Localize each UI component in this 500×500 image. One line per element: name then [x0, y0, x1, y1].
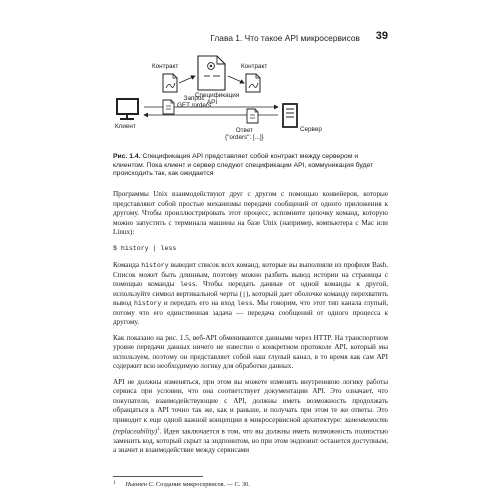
p2-code-pipe: |	[242, 290, 247, 298]
p4-emphasis: заменяемость (replaceability)	[113, 415, 388, 436]
footnote	[113, 480, 388, 489]
footnote-divider	[113, 476, 203, 477]
p2-code-history-2: history	[134, 300, 162, 307]
api-spec-document-icon	[198, 56, 225, 90]
request-document-icon	[163, 100, 174, 114]
label-response-line2: {"orders": [...]}	[225, 134, 264, 141]
label-request-line1: Запрос	[183, 95, 205, 102]
arrow-contract-left-to-spec	[179, 76, 195, 83]
body-text	[113, 190, 388, 462]
p2-text-b: выводит список всех команд, которые вы выполняли из профиля Bash. Список может быть длинным, поэтому можно разбить вывод истории на страницы с помощью команды	[113, 261, 389, 288]
p2-code-history: history	[141, 262, 169, 269]
label-client: Клиент	[115, 123, 136, 130]
server-icon	[283, 104, 297, 127]
paragraph-3: Как показано на рис. 1.5, веб-API обмениваются данными через HTTP. На транспортном уровне передачи данных ничего не известно о конкретном протоколе API, который мы используем, поэтому он представляет собой наш глупый канал, в то время как сам API содержит всю необходимую логику для обработки данных.	[113, 333, 388, 370]
label-response	[225, 127, 264, 141]
footnote-text: Создание микросервисов. — С. 30.	[154, 481, 250, 488]
caption-number: Рис. 1.4.	[113, 153, 141, 160]
p2-text-d: ), который дает оболочке команду перехватить вывод	[113, 289, 388, 307]
footnote-author: Ньюмен С.	[125, 481, 155, 488]
caption-text: Спецификация API представляет собой контракт между сервером и клиентом. Пока клиент и сервер следуют спецификации API, коммуникация будет происходить так, как ожидается	[113, 153, 374, 178]
figure-caption	[113, 153, 383, 179]
label-contract-right: Контракт	[241, 63, 268, 70]
contract-left-icon	[163, 74, 177, 92]
footnote-reference[interactable]: 1	[157, 427, 160, 432]
p2-text-c: . Чтобы передать данные от одной команды к другой, используйте символ вертикальной черты (	[113, 280, 389, 298]
client-computer-icon	[117, 99, 138, 119]
footnote-marker: 1	[113, 481, 116, 486]
paragraph-2	[113, 261, 388, 328]
p4-text-b: . Идея заключается в том, что вы должны иметь возможность полностью заменить код, который скрыт за эндпоинтом, но при этом эндпоинт останется доступным, а значит и взаимодействие между сервисами	[113, 427, 388, 455]
paragraph-1: Программы Unix взаимодействуют друг с другом с помощью конвейеров, которые представляют собой простые механизмы передачи сообщений от одного приложения к другому. Чтобы проиллюстрировать этот процесс, вспомните цепочку команд, которую можно запустить с терминала машины на базе Unix (например, компьютера с Mac или Linux):	[113, 190, 388, 236]
arrow-spec-to-contract-right	[228, 76, 244, 83]
p2-code-less-2: less	[237, 300, 253, 307]
chapter-title: Глава 1. Что такое API микросервисов	[210, 33, 360, 43]
paragraph-4	[113, 378, 388, 456]
label-server: Сервер	[300, 126, 322, 133]
response-document-icon	[247, 109, 258, 123]
figure-api-contract	[0, 0, 500, 150]
label-response-line1: Ответ	[235, 127, 253, 134]
p2-code-less: less	[180, 281, 196, 288]
label-api-spec-line2: API	[206, 99, 218, 106]
label-request-line2: GET /orders	[177, 102, 212, 109]
p4-text-a: API не должны изменяться, при этом вы можете изменять внутреннюю логику работы сервиса при условии, что она соответствует документации API. Это означает, что покупатели, взаимодействующие с API, должны иметь возможность продолжать обращаться к API точно так же, как и раньше, и получать при этом те же ответы. Это приводит к еще одной важной концепции в микросервисной архитектуре:	[113, 377, 388, 424]
label-api-spec-line1: Спецификация	[195, 92, 240, 99]
label-contract-left: Контракт	[152, 63, 179, 70]
page-number: 39	[375, 30, 388, 42]
code-line: $ history | less	[113, 244, 177, 252]
p2-text-e: и передать его на вход	[161, 299, 238, 307]
p2-text-f: . Мы говорим, что этот тип канала глупый, потому что его единственная задача — передача сообщений от одного процесса к другому.	[113, 299, 389, 326]
p2-text-a: Команда	[113, 261, 142, 269]
label-request	[177, 95, 211, 109]
contract-right-icon	[246, 74, 260, 92]
